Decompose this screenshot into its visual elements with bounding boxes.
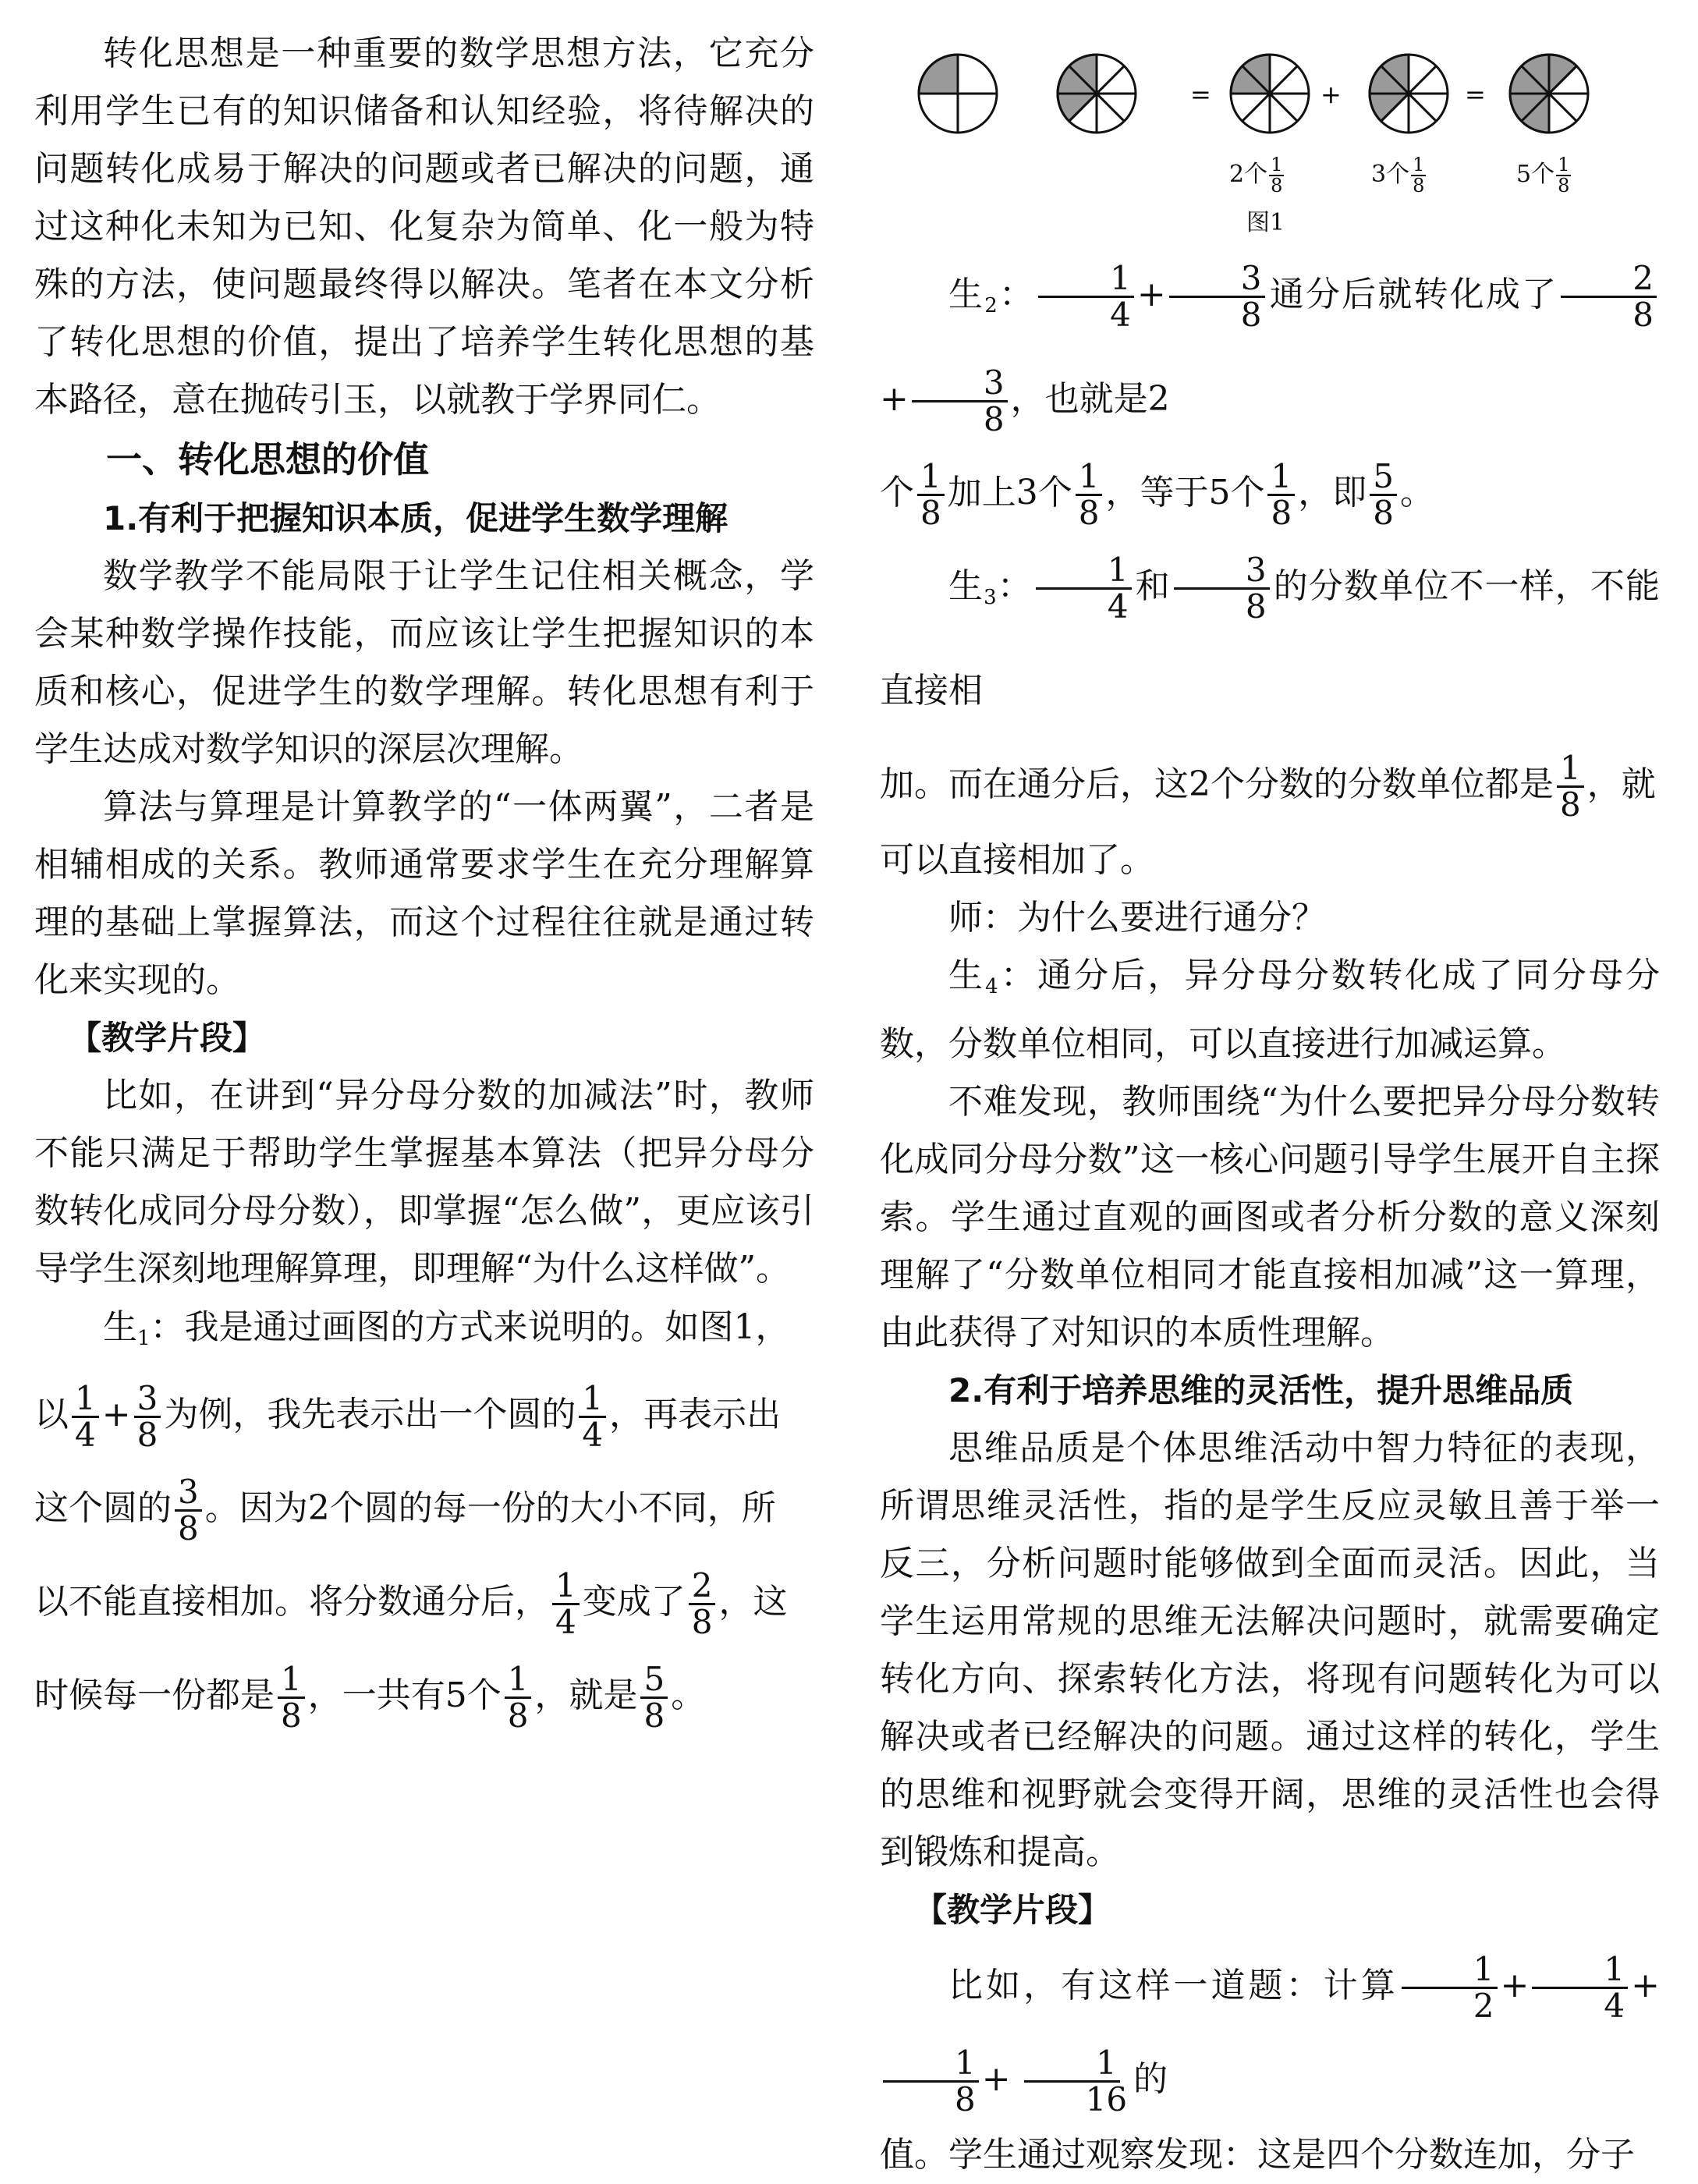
student2-remark-cont: 个 $\frac{1}{8}$ 加上3个 $\frac{1}{8}$ ，等于5个 $\frac{1}{8}$ ，即 $\frac{5}{8}$ 。 — [880, 456, 1434, 532]
student1-remark: 生$_1$：我是通过画图的方式来说明的。如图1， — [103, 1307, 790, 1350]
paragraph: 算法与算理是计算教学的“一体两翼”，二者是相辅相成的关系。教师通常要求学生在充分理解算理的基础上掌握算法，而这个过程往往就是通过转化来实现的。 — [34, 787, 814, 1000]
fraction: $\frac{1}{4}$ — [1532, 1952, 1628, 2023]
student1-remark-cont: 以 $\frac{1}{4}$ + $\frac{3}{8}$ 为例，我先表示出一个圆的 $\frac{1}{4}$ ，再表示出 — [34, 1378, 782, 1454]
paragraph: 不难发现，教师围绕“为什么要把异分母分数转化成同分母分数”这一核心问题引导学生展开自主探索。学生通过直观的画图或者分析分数的意义深刻理解了“分数单位相同才能直接相加减”这一算理，由此获得了对知识的本质性理解。 — [880, 1082, 1660, 1353]
fraction: $\frac{5}{8}$ — [640, 1662, 668, 1733]
section-heading: 一、转化思想的价值 — [106, 438, 429, 480]
circle-quarters — [919, 55, 997, 133]
plus-sign: + — [1320, 80, 1342, 109]
fraction: $\frac{1}{4}$ — [552, 1569, 580, 1640]
intro-paragraph: 转化思想是一种重要的数学思想方法，它充分利用学生已有的知识储备和认知经验，将待解决的问题转化成易于解决的问题或者已解决的问题，通过这种化未知为已知、化复杂为简单、化一般为特殊的方法，使问题最终得以解决。笔者在本文分析了转化思想的价值，提出了培养学生转化思想的基本路径，意在抛砖引玉，以就教于学界同仁。 — [34, 34, 814, 420]
fraction: $\frac{1}{8}$ — [278, 1662, 305, 1733]
equals-sign: = — [1465, 80, 1486, 109]
student4-remark: 生$_4$：通分后，异分母分数转化成了同分母分数，分数单位相同，可以直接进行加减运算。 — [880, 956, 1661, 1064]
fraction: $\frac{1}{8}$ — [917, 459, 945, 530]
teaching-segment-label: 【教学片段】 — [914, 1891, 1111, 1929]
circle-eighths-3 — [1058, 55, 1136, 133]
figure-caption: 图1 — [1246, 209, 1285, 236]
student1-remark-cont: 以不能直接相加。将分数通分后， $\frac{1}{4}$ 变成了 $\frac{2}{8}$ ，这 — [34, 1565, 788, 1641]
subsection-heading-1: 1.有利于把握知识本质，促进学生数学理解 — [103, 499, 728, 537]
fraction: $\frac{1}{4}$ — [579, 1381, 606, 1452]
left-column — [34, 25, 814, 1743]
circle-caption: 2个 $\frac{1}{8}$ — [1229, 153, 1283, 197]
fraction: $\frac{1}{8}$ — [1557, 751, 1584, 822]
fraction: $\frac{1}{4}$ — [1036, 553, 1132, 624]
fraction: $\frac{1}{8}$ — [883, 2046, 979, 2117]
paragraph: 比如，在讲到“异分母分数的加减法”时，教师不能只满足于帮助学生掌握基本算法（把异分母分数转化成同分母分数），即掌握“怎么做”，更应该引导学生深刻地理解算理，即理解“为什么这样做”。 — [34, 1076, 814, 1289]
problem-statement-cont: 值。学生通过观察发现：这是四个分数连加，分子 — [880, 2135, 1635, 2175]
fraction: $\frac{1}{8}$ — [505, 1662, 532, 1733]
student2-remark: 生$_2$： $\frac{1}{4}$ + $\frac{3}{8}$ 通分后就转化成了 $\frac{2}{8}$ + $\frac{3}{8}$ ，也就是2 — [880, 248, 1660, 446]
figure-1 — [880, 16, 1660, 242]
circle-caption: 5个 $\frac{1}{8}$ — [1516, 153, 1570, 197]
fraction: $\frac{3}{8}$ — [1174, 553, 1270, 624]
circle-eighths-3b — [1370, 55, 1448, 133]
fraction: $\frac{3}{8}$ — [912, 366, 1008, 437]
fraction: $\frac{3}{8}$ — [1169, 261, 1265, 332]
subsection-heading-2: 2.有利于培养思维的灵活性，提升思维品质 — [948, 1371, 1574, 1409]
teaching-segment-label: 【教学片段】 — [69, 1019, 266, 1057]
fraction: $\frac{1}{4}$ — [1038, 261, 1134, 332]
circle-caption: 3个 $\frac{1}{8}$ — [1371, 153, 1425, 197]
right-column — [880, 16, 1660, 2184]
fraction: $\frac{3}{8}$ — [134, 1381, 161, 1452]
fraction: $\frac{1}{2}$ — [1402, 1952, 1498, 2023]
circle-eighths-5 — [1510, 55, 1588, 133]
fraction: $\frac{1}{4}$ — [72, 1381, 99, 1452]
student3-remark: 生$_3$： $\frac{1}{4}$ 和 $\frac{3}{8}$ 的分数单位不一样，不能直接相 — [880, 550, 1661, 711]
fraction: $\frac{1}{8}$ — [1267, 459, 1295, 530]
paragraph: 思维品质是个体思维活动中智力特征的表现，所谓思维灵活性，指的是学生反应灵敏且善于举一反三，分析问题时能够做到全面而灵活。因此，当学生运用常规的思维无法解决问题时，就需要确定转化方向、探索转化方法，将现有问题转化为可以解决或者已经解决的问题。通过这样的转化，学生的思维和视野就会变得开阔，思维的灵活性也会得到锻炼和提高。 — [880, 1428, 1660, 1872]
problem-statement: 比如，有这样一道题：计算 $\frac{1}{2}$ + $\frac{1}{4}$ + $\frac{1}{8}$ + $\frac{1}{16}$ 的 — [880, 1939, 1660, 2126]
circle-eighths-2 — [1231, 55, 1309, 133]
fraction: $\frac{1}{16}$ — [1014, 2046, 1130, 2117]
paragraph: 数学教学不能局限于让学生记住相关概念，学会某种数学操作技能，而应该让学生把握知识的本质和核心，促进学生的数学理解。转化思想有利于学生达成对数学知识的深层次理解。 — [34, 556, 814, 769]
student3-remark-cont: 加。而在通分后，这2个分数的分数单位都是 $\frac{1}{8}$ ，就 — [880, 748, 1656, 824]
student3-remark-end: 可以直接相加了。 — [880, 840, 1154, 880]
fraction: $\frac{3}{8}$ — [175, 1475, 202, 1546]
fraction: $\frac{1}{8}$ — [1076, 459, 1103, 530]
fraction: $\frac{2}{8}$ — [1561, 261, 1657, 332]
student1-remark-cont: 时候每一份都是 $\frac{1}{8}$ ，一共有5个 $\frac{1}{8}$ ，就是 $\frac{5}{8}$ 。 — [34, 1659, 706, 1735]
equals-sign: = — [1190, 80, 1211, 109]
student1-remark-cont: 这个圆的 $\frac{3}{8}$ 。因为2个圆的每一份的大小不同，所 — [34, 1472, 776, 1548]
teacher-question: 师：为什么要进行通分？ — [948, 898, 1326, 938]
fraction: $\frac{2}{8}$ — [689, 1569, 716, 1640]
fraction: $\frac{5}{8}$ — [1370, 459, 1397, 530]
